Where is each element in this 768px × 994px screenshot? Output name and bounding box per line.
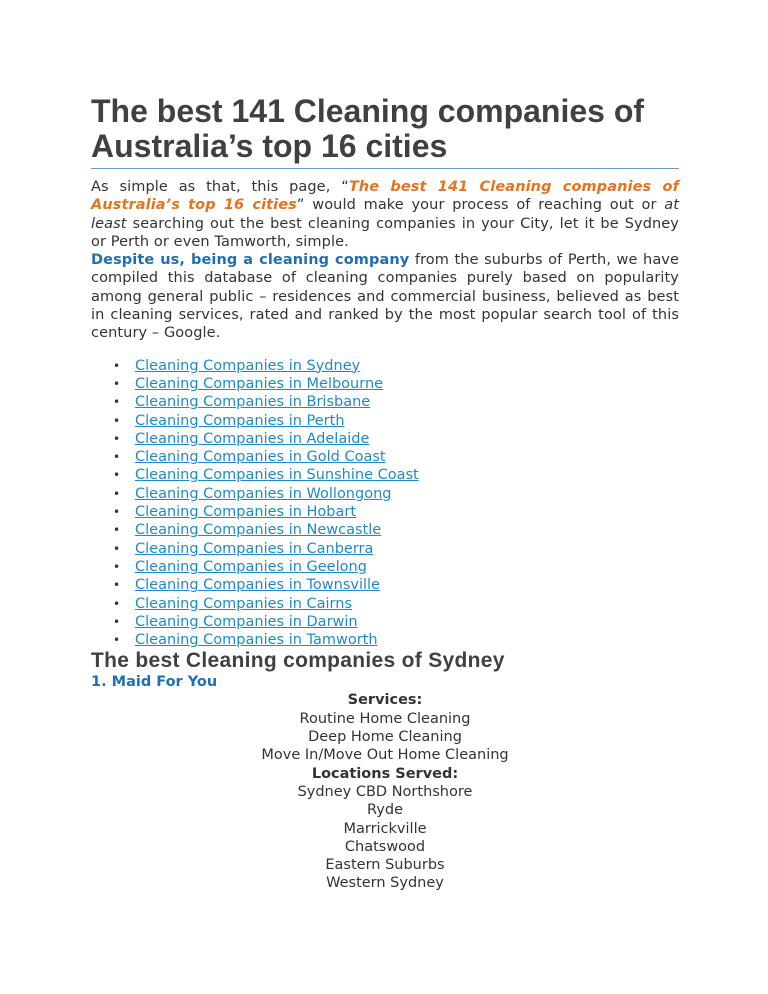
- city-list-item: [113, 393, 679, 411]
- location-item: Eastern Suburbs: [325, 857, 445, 874]
- city-list-item: [113, 485, 679, 503]
- bullet-icon: •: [113, 450, 121, 465]
- document-title: [91, 94, 679, 169]
- city-link[interactable]: Cleaning Companies in Cairns: [135, 595, 353, 612]
- city-list-item: [113, 375, 679, 393]
- services-label: Services:: [347, 692, 423, 709]
- city-link[interactable]: Cleaning Companies in Sydney: [135, 357, 361, 374]
- bullet-icon: •: [113, 358, 121, 373]
- location-item: Chatswood: [344, 838, 426, 855]
- city-list-item: [113, 466, 679, 484]
- intro-company-note: Despite us, being a cleaning company: [91, 252, 410, 269]
- city-link[interactable]: Cleaning Companies in Tamworth: [135, 632, 378, 649]
- bullet-icon: •: [113, 633, 121, 648]
- city-list-item: [113, 430, 679, 448]
- document-title-line-2: Australia’s top 16 cities: [91, 128, 448, 164]
- location-item: Ryde: [367, 802, 403, 819]
- city-list-item: [113, 558, 679, 576]
- bullet-icon: •: [113, 431, 121, 446]
- service-item: Deep Home Cleaning: [308, 729, 462, 746]
- city-link[interactable]: Cleaning Companies in Hobart: [135, 504, 357, 521]
- intro-page-title: The best 141 Cleaning companies of Australia’s top 16 cities: [91, 179, 679, 214]
- city-list-item: [113, 595, 679, 613]
- intro-text-a: As simple as that, this page, “: [91, 179, 349, 195]
- intro-text-d: from the suburbs of Perth, we have compiled this database of cleaning companies purely based on popularity among general public – residences and commercial business, believed as best in cleaning services, rated and ranked by the most popular search tool of this century – Google.: [91, 252, 680, 342]
- city-list-item: [113, 357, 679, 375]
- city-list-item: [113, 540, 679, 558]
- company-heading: 1. Maid For You: [91, 674, 218, 691]
- intro-text-b: ” would make your process of reaching out or: [296, 197, 665, 214]
- bullet-icon: •: [113, 578, 121, 593]
- city-list-item: [113, 521, 679, 539]
- city-link[interactable]: Cleaning Companies in Perth: [135, 412, 345, 429]
- location-item: Sydney CBD Northshore: [297, 783, 473, 800]
- bullet-icon: •: [113, 413, 121, 428]
- service-item: Routine Home Cleaning: [299, 710, 471, 727]
- city-link[interactable]: Cleaning Companies in Darwin: [135, 613, 358, 630]
- city-list-item: [113, 576, 679, 594]
- locations-list: [91, 783, 679, 893]
- city-list-item: [113, 613, 679, 631]
- bullet-icon: •: [113, 505, 121, 520]
- section-heading-sydney: The best Cleaning companies of Sydney: [91, 649, 505, 673]
- company-details: [91, 691, 679, 892]
- location-item: Marrickville: [343, 820, 427, 837]
- city-link[interactable]: Cleaning Companies in Townsville: [135, 577, 380, 594]
- city-link[interactable]: Cleaning Companies in Wollongong: [135, 485, 392, 502]
- intro-paragraph-2: [91, 251, 679, 342]
- city-link[interactable]: Cleaning Companies in Brisbane: [135, 394, 371, 411]
- intro-text-c: searching out the best cleaning companies in your City, let it be Sydney or Perth or even Tamworth, simple.: [91, 215, 679, 250]
- location-item: Western Sydney: [326, 875, 444, 892]
- bullet-icon: •: [113, 486, 121, 501]
- services-list: [91, 710, 679, 765]
- locations-label: Locations Served:: [311, 765, 459, 782]
- city-list-item: [113, 503, 679, 521]
- bullet-icon: •: [113, 376, 121, 391]
- city-link[interactable]: Cleaning Companies in Sunshine Coast: [135, 467, 419, 484]
- city-list-item: [113, 412, 679, 430]
- bullet-icon: •: [113, 468, 121, 483]
- city-link[interactable]: Cleaning Companies in Adelaide: [135, 430, 370, 447]
- city-link[interactable]: Cleaning Companies in Melbourne: [135, 375, 384, 392]
- bullet-icon: •: [113, 596, 121, 611]
- city-link[interactable]: Cleaning Companies in Newcastle: [135, 522, 382, 539]
- bullet-icon: •: [113, 523, 121, 538]
- city-list-item: [113, 448, 679, 466]
- city-link[interactable]: Cleaning Companies in Geelong: [135, 558, 367, 575]
- service-item: Move In/Move Out Home Cleaning: [261, 747, 509, 764]
- city-link[interactable]: Cleaning Companies in Canberra: [135, 540, 374, 557]
- bullet-icon: •: [113, 541, 121, 556]
- bullet-icon: •: [113, 395, 121, 410]
- intro-at-least: at least: [91, 197, 680, 232]
- document-page: [91, 94, 679, 893]
- bullet-icon: •: [113, 614, 121, 629]
- bullet-icon: •: [113, 559, 121, 574]
- intro-paragraph-1: [91, 178, 679, 251]
- city-link[interactable]: Cleaning Companies in Gold Coast: [135, 449, 386, 466]
- city-link-list: [91, 357, 679, 650]
- city-list-item: [113, 631, 679, 649]
- document-title-line-1: The best 141 Cleaning companies of: [91, 93, 645, 129]
